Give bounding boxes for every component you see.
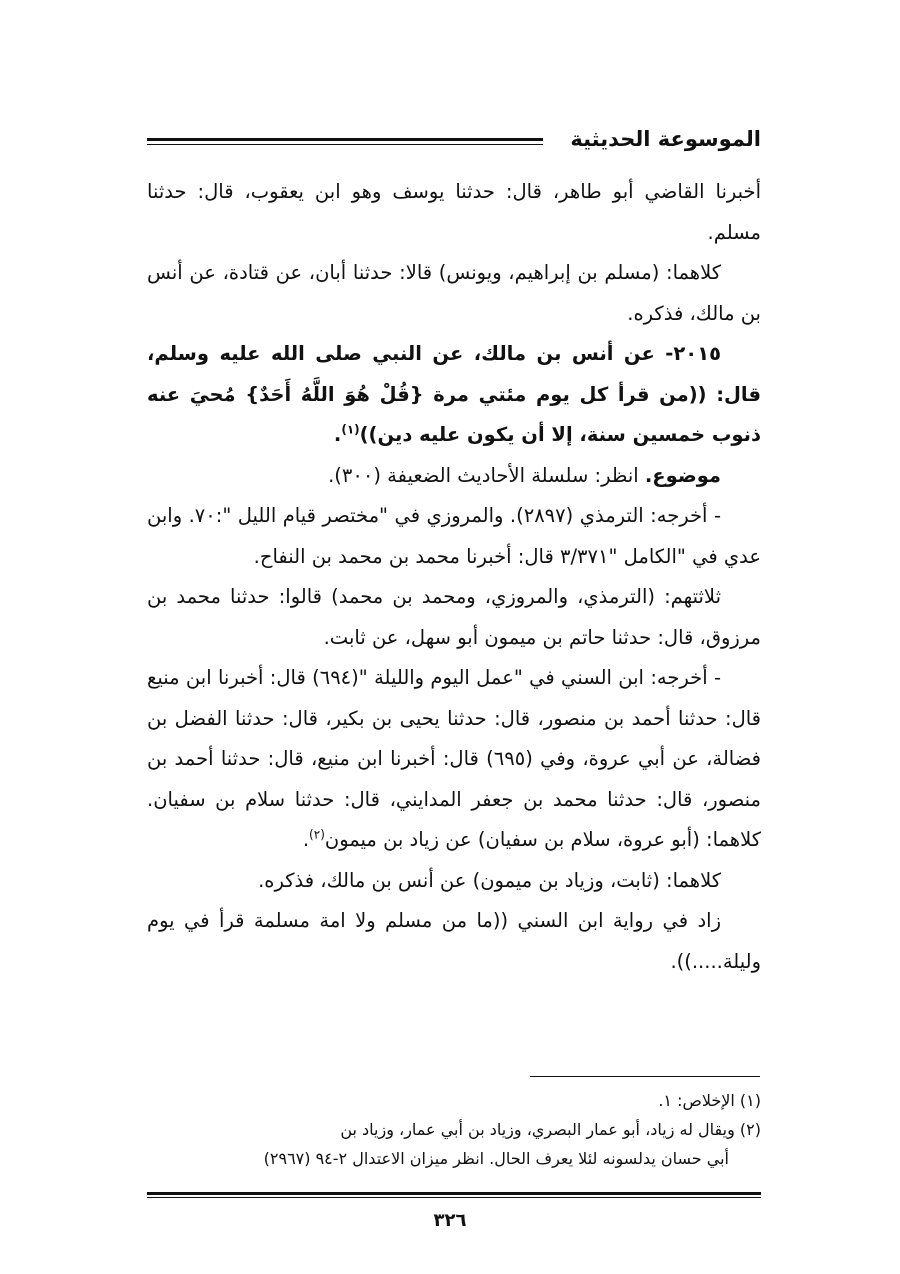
footnote-1: (١) الإخلاص: ١. <box>658 1091 761 1110</box>
paragraph-takhrij-1: - أخرجه: الترمذي (٢٨٩٧). والمروزي في "مختصر قيام الليل ":٧٠. وابن عدي في "الكامل "٣/٣٧١ قال: أخبرنا محمد بن محمد بن النفاح. <box>147 504 761 568</box>
header-title: الموسوعة الحديثية <box>564 126 761 152</box>
footnote-ref-2: (٢) <box>309 827 325 842</box>
main-text <box>147 172 761 982</box>
hadith-text: ٢٠١٥- عن أنس بن مالك، عن النبي صلى الله عليه وسلم، قال: ((من قرأ كل يوم مئتي مرة {قُلْ هُوَ اللَّهُ أَحَدٌ} مُحيَ عنه ذنوب خمسين سنة، إلا أن يكون عليه دين)) <box>147 342 761 446</box>
paragraph-takhrij-2 <box>147 658 761 861</box>
paragraph-2: كلاهما: (مسلم بن إبراهيم، ويونس) قالا: حدثنا أبان، عن قتادة، عن أنس بن مالك، فذكره. <box>147 261 761 325</box>
footnote-2-line-2: أبي حسان يدلسونه لئلا يعرف الحال. انظر ميزان الاعتدال ٢-٩٤ (٢٩٦٧) <box>263 1149 729 1168</box>
paragraph-addition: زاد في رواية ابن السني ((ما من مسلم ولا امة مسلمة قرأ في يوم وليلة.....)). <box>147 909 761 973</box>
paragraph-grade <box>147 456 761 497</box>
bottom-rule <box>147 1192 761 1198</box>
header-rule <box>147 138 543 145</box>
grade-label: موضوع. <box>644 463 721 487</box>
page-number: ٣٢٦ <box>433 1210 467 1231</box>
hadith-2015 <box>147 334 761 456</box>
hadith-end: . <box>333 423 342 446</box>
page-header <box>147 126 761 154</box>
takhrij-2-end: . <box>302 828 310 851</box>
footnote-ref-1: (١) <box>341 422 360 437</box>
takhrij-2-text: - أخرجه: ابن السني في "عمل اليوم والليلة "(٦٩٤) قال: أخبرنا ابن منيع قال: حدثنا أحمد بن منصور، قال: حدثنا يحيى بن بكير، قال: حدثنا الفضل بن فضالة، عن أبي عروة، وفي (٦٩٥) قال: أخبرنا ابن منيع، قال: حدثنا أحمد بن منصور، قال: حدثنا محمد بن جعفر المدايني، قال: حدثنا سلام بن سفيان. كلاهما: (أبو عروة، سلام بن سفيان) عن زياد بن ميمون <box>147 666 761 851</box>
paragraph-isnad-2: كلاهما: (ثابت، وزياد بن ميمون) عن أنس بن مالك، فذكره. <box>258 868 721 892</box>
footnote-separator <box>530 1076 760 1077</box>
paragraph-isnad-1: ثلاثتهم: (الترمذي، والمروزي، ومحمد بن محمد) قالوا: حدثنا محمد بن مرزوق، قال: حدثنا حاتم بن ميمون أبو سهل، عن ثابت. <box>147 585 761 649</box>
grade-text: انظر: سلسلة الأحاديث الضعيفة (٣٠٠). <box>328 463 645 487</box>
footnote-2-line-1: (٢) ويقال له زياد، أبو عمار البصري، وزياد بن أبي عمار، وزياد بن <box>340 1120 761 1139</box>
footnotes <box>147 1086 761 1173</box>
paragraph-1: أخبرنا القاضي أبو طاهر، قال: حدثنا يوسف وهو ابن يعقوب، قال: حدثنا مسلم. <box>147 180 761 244</box>
